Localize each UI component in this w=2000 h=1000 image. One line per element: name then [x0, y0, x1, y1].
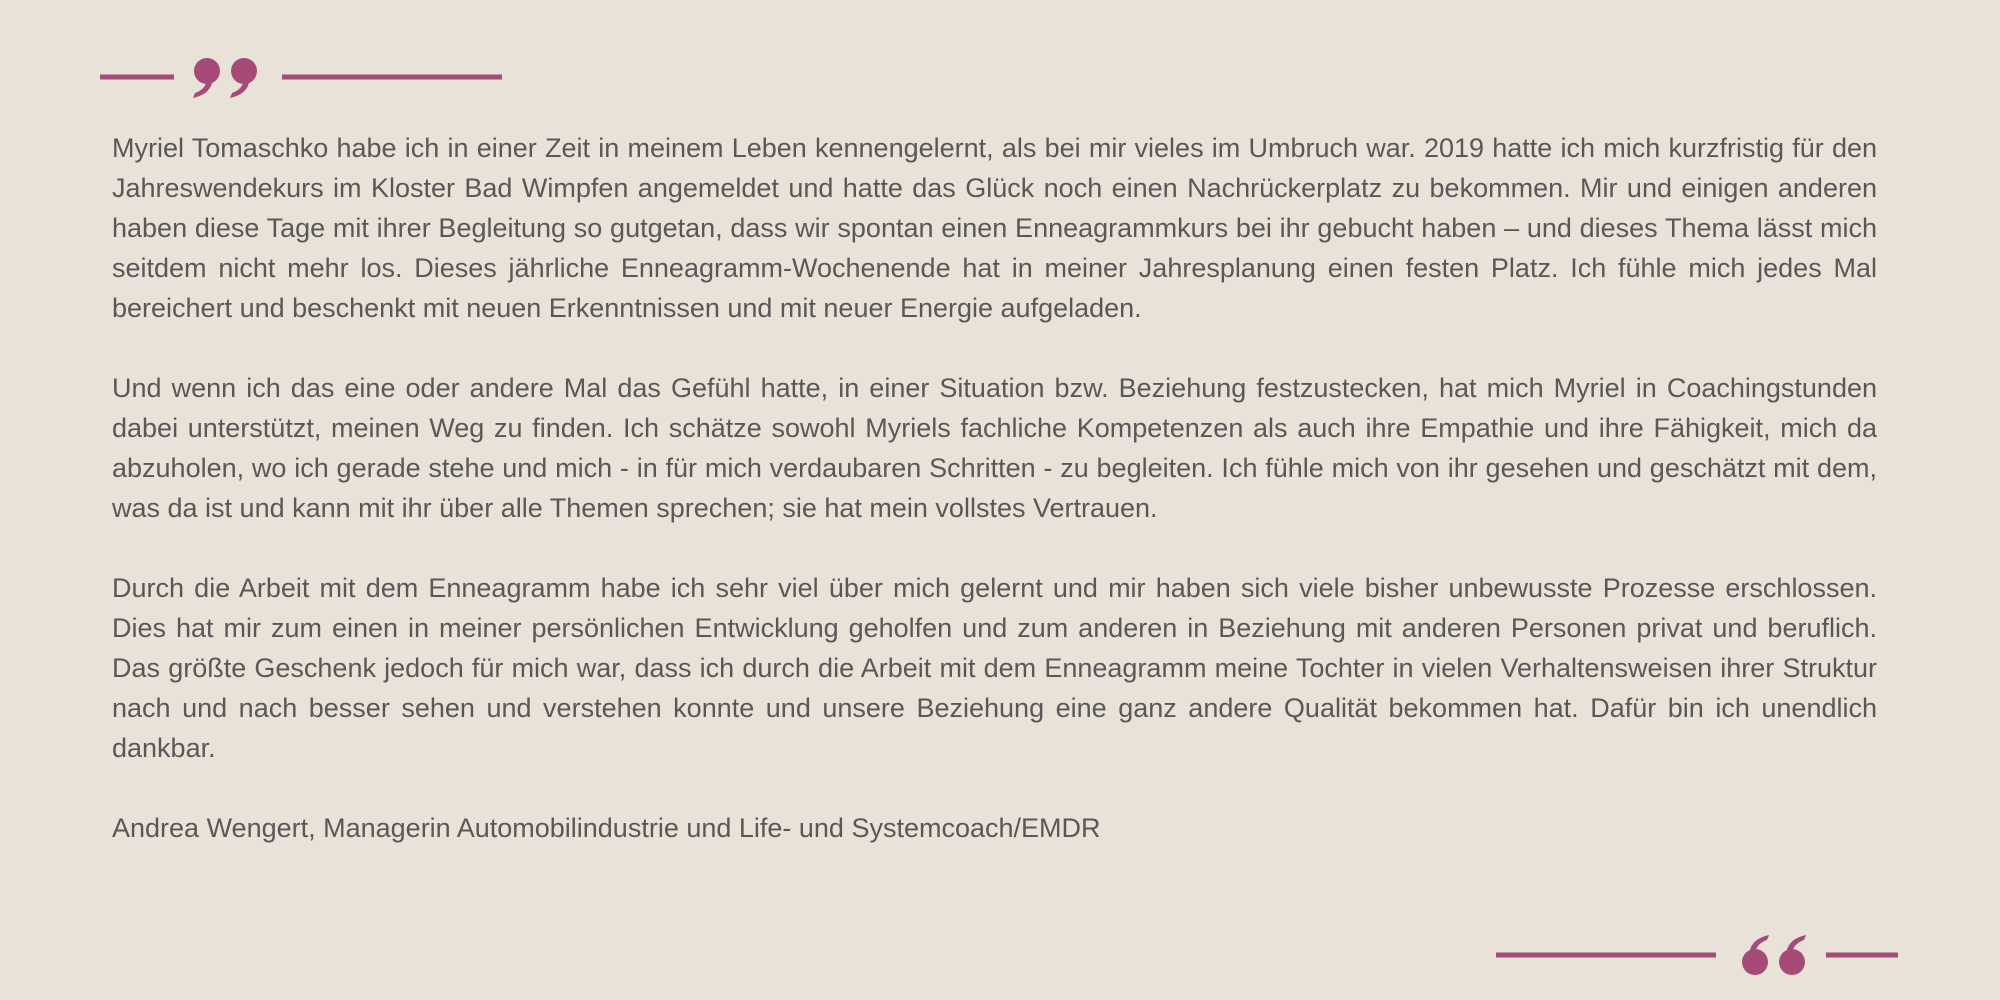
testimonial-text [112, 128, 1877, 848]
opening-quote-icon [1742, 935, 1806, 975]
paragraph-3: Durch die Arbeit mit dem Enneagramm habe ich sehr viel über mich gelernt und mir haben sich viele bisher unbewusste Prozesse erschlossen. Dies hat mir zum einen in meiner persönlichen Entwicklung geholfen und zum anderen in Beziehung mit anderen Personen privat und beruflich. Das größte Geschenk jedoch für mich war, dass ich durch die Arbeit mit dem Enneagramm meine Tochter in vielen Verhaltensweisen ihrer Struktur nach und nach besser sehen und verstehen konnte und unsere Beziehung eine ganz andere Qualität bekommen hat. Dafür bin ich unendlich dankbar. [112, 573, 1877, 763]
paragraph-1: Myriel Tomaschko habe ich in einer Zeit in meinem Leben kennengelernt, als bei mir vieles im Umbruch war. 2019 hatte ich mich kurzfristig für den Jahreswendekurs im Kloster Bad Wimpfen angemeldet und hatte das Glück noch einen Nachrückerplatz zu bekommen. Mir und einigen anderen haben diese Tage mit ihrer Begleitung so gutgetan, dass wir spontan einen Enneagrammkurs bei ihr gebucht haben – und dieses Thema lässt mich seitdem nicht mehr los. Dieses jährliche Enneagramm-Wochenende hat in meiner Jahresplanung einen festen Platz. Ich fühle mich jedes Mal bereichert und beschenkt mit neuen Erkenntnissen und mit neuer Energie aufgeladen. [112, 133, 1877, 323]
paragraph-2: Und wenn ich das eine oder andere Mal das Gefühl hatte, in einer Situation bzw. Beziehung festzustecken, hat mich Myriel in Coachingstunden dabei unterstützt, meinen Weg zu finden. Ich schätze sowohl Myriels fachliche Kompetenzen als auch ihre Empathie und ihre Fähigkeit, mich da abzuholen, wo ich gerade stehe und mich - in für mich verdaubaren Schritten - zu begleiten. Ich fühle mich von ihr gesehen und geschätzt mit dem, was da ist und kann mit ihr über alle Themen sprechen; sie hat mein vollstes Vertrauen. [112, 373, 1877, 523]
closing-quote-icon [193, 58, 257, 98]
quote-top-svg [100, 48, 510, 108]
quote-decoration-bottom [1496, 928, 1900, 988]
quote-bottom-svg [1496, 928, 1900, 988]
quote-decoration-top [100, 48, 510, 108]
signature: Andrea Wengert, Managerin Automobilindustrie und Life- und Systemcoach/EMDR [112, 813, 1101, 843]
